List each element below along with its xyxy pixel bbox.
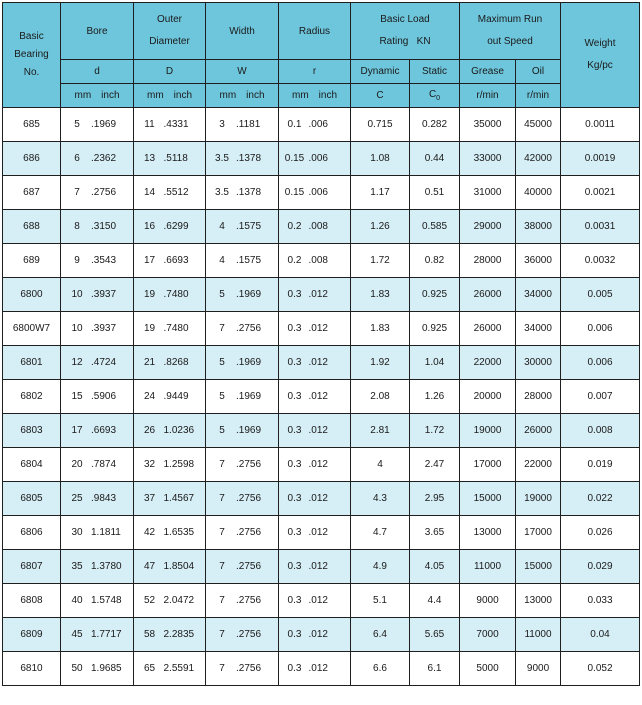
- cell-grease-speed: 13000: [460, 516, 516, 550]
- table-row: [3, 108, 640, 142]
- cell-oil-speed: 9000: [516, 652, 561, 686]
- header-bore-units: mm inch: [61, 84, 134, 108]
- cell-bore: 35 1.3780: [61, 550, 134, 584]
- cell-dynamic-load: 1.17: [351, 176, 410, 210]
- cell-static-load: 5.65: [410, 618, 460, 652]
- cell-bearing-no: 685: [3, 108, 61, 142]
- header-symbol-d: d: [61, 60, 134, 84]
- header-static-unit: $C_0$: [410, 84, 460, 108]
- table-row: [3, 380, 640, 414]
- cell-bearing-no: 6800W7: [3, 312, 61, 346]
- table-row: [3, 210, 640, 244]
- header-oil-unit: r/min: [516, 84, 561, 108]
- cell-grease-speed: 29000: [460, 210, 516, 244]
- cell-radius: 0.3 .012: [279, 448, 351, 482]
- cell-width: 3.5 .1378: [206, 176, 279, 210]
- cell-radius: 0.3 .012: [279, 516, 351, 550]
- header-width-units: mm inch: [206, 84, 279, 108]
- cell-width: 5 .1969: [206, 380, 279, 414]
- header-width: Width: [206, 3, 279, 60]
- cell-dynamic-load: 2.81: [351, 414, 410, 448]
- cell-static-load: 2.47: [410, 448, 460, 482]
- cell-bearing-no: 6806: [3, 516, 61, 550]
- table-row: [3, 448, 640, 482]
- cell-width: 7 .2756: [206, 652, 279, 686]
- cell-grease-speed: 22000: [460, 346, 516, 380]
- cell-dynamic-load: 4.9: [351, 550, 410, 584]
- cell-outer-diameter: 19 .7480: [134, 278, 206, 312]
- header-max-runout-speed: Maximum Run out Speed: [460, 3, 561, 60]
- cell-weight: 0.022: [561, 482, 640, 516]
- header-grease-unit: r/min: [460, 84, 516, 108]
- cell-radius: 0.3 .012: [279, 550, 351, 584]
- header-basic-load-rating: Basic Load Rating KN: [351, 3, 460, 60]
- cell-bore: 45 1.7717: [61, 618, 134, 652]
- cell-dynamic-load: 1.92: [351, 346, 410, 380]
- cell-weight: 0.029: [561, 550, 640, 584]
- cell-oil-speed: 11000: [516, 618, 561, 652]
- cell-bearing-no: 6803: [3, 414, 61, 448]
- cell-outer-diameter: 58 2.2835: [134, 618, 206, 652]
- table-row: [3, 414, 640, 448]
- header-symbol-r: r: [279, 60, 351, 84]
- cell-width: 5 .1969: [206, 414, 279, 448]
- cell-bearing-no: 6801: [3, 346, 61, 380]
- cell-bearing-no: 687: [3, 176, 61, 210]
- cell-static-load: 0.282: [410, 108, 460, 142]
- cell-dynamic-load: 1.26: [351, 210, 410, 244]
- cell-grease-speed: 15000: [460, 482, 516, 516]
- cell-bearing-no: 6804: [3, 448, 61, 482]
- cell-bore: 40 1.5748: [61, 584, 134, 618]
- cell-radius: 0.3 .012: [279, 278, 351, 312]
- cell-bore: 17 .6693: [61, 414, 134, 448]
- cell-width: 7 .2756: [206, 618, 279, 652]
- cell-bore: 10 .3937: [61, 278, 134, 312]
- table-row: [3, 312, 640, 346]
- table-row: [3, 550, 640, 584]
- cell-oil-speed: 38000: [516, 210, 561, 244]
- cell-bore: 10 .3937: [61, 312, 134, 346]
- cell-outer-diameter: 16 .6299: [134, 210, 206, 244]
- table-row: [3, 142, 640, 176]
- cell-width: 4 .1575: [206, 210, 279, 244]
- cell-dynamic-load: 2.08: [351, 380, 410, 414]
- cell-oil-speed: 36000: [516, 244, 561, 278]
- cell-radius: 0.2 .008: [279, 210, 351, 244]
- cell-radius: 0.3 .012: [279, 652, 351, 686]
- cell-grease-speed: 26000: [460, 278, 516, 312]
- cell-static-load: 1.26: [410, 380, 460, 414]
- cell-weight: 0.0032: [561, 244, 640, 278]
- cell-oil-speed: 22000: [516, 448, 561, 482]
- cell-bore: 6 .2362: [61, 142, 134, 176]
- cell-bore: 9 .3543: [61, 244, 134, 278]
- cell-dynamic-load: 1.83: [351, 312, 410, 346]
- header-static: Static: [410, 60, 460, 84]
- cell-radius: 0.3 .012: [279, 618, 351, 652]
- header-dynamic: Dynamic: [351, 60, 410, 84]
- cell-weight: 0.0019: [561, 142, 640, 176]
- cell-bearing-no: 6800: [3, 278, 61, 312]
- cell-bore: 12 .4724: [61, 346, 134, 380]
- cell-bore: 15 .5906: [61, 380, 134, 414]
- cell-weight: 0.052: [561, 652, 640, 686]
- header-basic-bearing-no: Basic Bearing No.: [3, 3, 61, 108]
- cell-static-load: 0.44: [410, 142, 460, 176]
- cell-grease-speed: 28000: [460, 244, 516, 278]
- cell-outer-diameter: 37 1.4567: [134, 482, 206, 516]
- cell-static-load: 1.04: [410, 346, 460, 380]
- header-symbol-W: W: [206, 60, 279, 84]
- cell-bore: 20 .7874: [61, 448, 134, 482]
- cell-dynamic-load: 1.83: [351, 278, 410, 312]
- table-row: [3, 618, 640, 652]
- cell-width: 5 .1969: [206, 346, 279, 380]
- cell-bearing-no: 6809: [3, 618, 61, 652]
- table-header: [3, 3, 640, 108]
- header-radius-units: mm inch: [279, 84, 351, 108]
- cell-oil-speed: 17000: [516, 516, 561, 550]
- cell-bearing-no: 6802: [3, 380, 61, 414]
- cell-static-load: 2.95: [410, 482, 460, 516]
- cell-outer-diameter: 13 .5118: [134, 142, 206, 176]
- header-weight: Weight Kg/pc: [561, 3, 640, 108]
- cell-weight: 0.019: [561, 448, 640, 482]
- cell-oil-speed: 45000: [516, 108, 561, 142]
- cell-width: 3 .1181: [206, 108, 279, 142]
- cell-bearing-no: 6807: [3, 550, 61, 584]
- cell-grease-speed: 5000: [460, 652, 516, 686]
- cell-weight: 0.005: [561, 278, 640, 312]
- cell-dynamic-load: 6.6: [351, 652, 410, 686]
- header-symbol-D: D: [134, 60, 206, 84]
- cell-outer-diameter: 17 .6693: [134, 244, 206, 278]
- cell-grease-speed: 7000: [460, 618, 516, 652]
- cell-width: 7 .2756: [206, 550, 279, 584]
- cell-width: 5 .1969: [206, 278, 279, 312]
- cell-outer-diameter: 65 2.5591: [134, 652, 206, 686]
- cell-bearing-no: 686: [3, 142, 61, 176]
- cell-radius: 0.15 .006: [279, 142, 351, 176]
- table-row: [3, 482, 640, 516]
- cell-width: 7 .2756: [206, 482, 279, 516]
- cell-width: 7 .2756: [206, 584, 279, 618]
- cell-oil-speed: 26000: [516, 414, 561, 448]
- cell-dynamic-load: 4.3: [351, 482, 410, 516]
- cell-outer-diameter: 47 1.8504: [134, 550, 206, 584]
- cell-weight: 0.006: [561, 312, 640, 346]
- cell-bearing-no: 6805: [3, 482, 61, 516]
- table-row: [3, 652, 640, 686]
- cell-weight: 0.033: [561, 584, 640, 618]
- cell-outer-diameter: 21 .8268: [134, 346, 206, 380]
- header-bore: Bore: [61, 3, 134, 60]
- cell-dynamic-load: 4.7: [351, 516, 410, 550]
- table-row: [3, 278, 640, 312]
- cell-static-load: 4.4: [410, 584, 460, 618]
- cell-weight: 0.008: [561, 414, 640, 448]
- cell-static-load: 6.1: [410, 652, 460, 686]
- cell-grease-speed: 9000: [460, 584, 516, 618]
- cell-outer-diameter: 26 1.0236: [134, 414, 206, 448]
- cell-oil-speed: 28000: [516, 380, 561, 414]
- cell-static-load: 0.51: [410, 176, 460, 210]
- cell-grease-speed: 26000: [460, 312, 516, 346]
- cell-radius: 0.1 .006: [279, 108, 351, 142]
- cell-weight: 0.0021: [561, 176, 640, 210]
- cell-weight: 0.006: [561, 346, 640, 380]
- cell-weight: 0.026: [561, 516, 640, 550]
- cell-outer-diameter: 24 .9449: [134, 380, 206, 414]
- table-body: [3, 108, 640, 686]
- cell-grease-speed: 11000: [460, 550, 516, 584]
- header-oil: Oil: [516, 60, 561, 84]
- cell-static-load: 3.65: [410, 516, 460, 550]
- table-row: [3, 176, 640, 210]
- header-radius: Radius: [279, 3, 351, 60]
- cell-oil-speed: 42000: [516, 142, 561, 176]
- cell-static-load: 0.585: [410, 210, 460, 244]
- cell-outer-diameter: 14 .5512: [134, 176, 206, 210]
- cell-oil-speed: 34000: [516, 278, 561, 312]
- cell-static-load: 1.72: [410, 414, 460, 448]
- cell-grease-speed: 31000: [460, 176, 516, 210]
- cell-oil-speed: 13000: [516, 584, 561, 618]
- cell-radius: 0.3 .012: [279, 346, 351, 380]
- cell-outer-diameter: 52 2.0472: [134, 584, 206, 618]
- cell-bore: 50 1.9685: [61, 652, 134, 686]
- table-row: [3, 244, 640, 278]
- cell-bore: 8 .3150: [61, 210, 134, 244]
- cell-dynamic-load: 1.08: [351, 142, 410, 176]
- bearing-spec-table: [2, 2, 640, 686]
- table-row: [3, 346, 640, 380]
- header-dynamic-unit: C: [351, 84, 410, 108]
- cell-radius: 0.3 .012: [279, 414, 351, 448]
- cell-outer-diameter: 32 1.2598: [134, 448, 206, 482]
- cell-weight: 0.007: [561, 380, 640, 414]
- cell-bearing-no: 689: [3, 244, 61, 278]
- cell-radius: 0.3 .012: [279, 482, 351, 516]
- cell-grease-speed: 35000: [460, 108, 516, 142]
- cell-width: 7 .2756: [206, 516, 279, 550]
- cell-width: 7 .2756: [206, 312, 279, 346]
- cell-weight: 0.04: [561, 618, 640, 652]
- cell-static-load: 0.925: [410, 312, 460, 346]
- cell-weight: 0.0031: [561, 210, 640, 244]
- cell-radius: 0.3 .012: [279, 380, 351, 414]
- cell-bore: 7 .2756: [61, 176, 134, 210]
- header-grease: Grease: [460, 60, 516, 84]
- cell-width: 7 .2756: [206, 448, 279, 482]
- cell-bore: 5 .1969: [61, 108, 134, 142]
- cell-oil-speed: 34000: [516, 312, 561, 346]
- table-row: [3, 584, 640, 618]
- cell-oil-speed: 30000: [516, 346, 561, 380]
- cell-radius: 0.3 .012: [279, 312, 351, 346]
- cell-outer-diameter: 19 .7480: [134, 312, 206, 346]
- cell-grease-speed: 20000: [460, 380, 516, 414]
- cell-oil-speed: 40000: [516, 176, 561, 210]
- cell-bore: 30 1.1811: [61, 516, 134, 550]
- cell-weight: 0.0011: [561, 108, 640, 142]
- cell-dynamic-load: 4: [351, 448, 410, 482]
- cell-bearing-no: 688: [3, 210, 61, 244]
- cell-grease-speed: 19000: [460, 414, 516, 448]
- cell-radius: 0.2 .008: [279, 244, 351, 278]
- cell-static-load: 0.925: [410, 278, 460, 312]
- header-outer-diameter: Outer Diameter: [134, 3, 206, 60]
- cell-dynamic-load: 0.715: [351, 108, 410, 142]
- cell-radius: 0.3 .012: [279, 584, 351, 618]
- cell-static-load: 4.05: [410, 550, 460, 584]
- table-row: [3, 516, 640, 550]
- cell-oil-speed: 19000: [516, 482, 561, 516]
- cell-static-load: 0.82: [410, 244, 460, 278]
- cell-radius: 0.15 .006: [279, 176, 351, 210]
- cell-bearing-no: 6810: [3, 652, 61, 686]
- cell-width: 3.5 .1378: [206, 142, 279, 176]
- cell-width: 4 .1575: [206, 244, 279, 278]
- cell-dynamic-load: 1.72: [351, 244, 410, 278]
- cell-outer-diameter: 42 1.6535: [134, 516, 206, 550]
- cell-oil-speed: 15000: [516, 550, 561, 584]
- cell-dynamic-load: 5.1: [351, 584, 410, 618]
- cell-bearing-no: 6808: [3, 584, 61, 618]
- cell-grease-speed: 33000: [460, 142, 516, 176]
- cell-grease-speed: 17000: [460, 448, 516, 482]
- header-od-units: mm inch: [134, 84, 206, 108]
- cell-dynamic-load: 6.4: [351, 618, 410, 652]
- cell-bore: 25 .9843: [61, 482, 134, 516]
- cell-outer-diameter: 11 .4331: [134, 108, 206, 142]
